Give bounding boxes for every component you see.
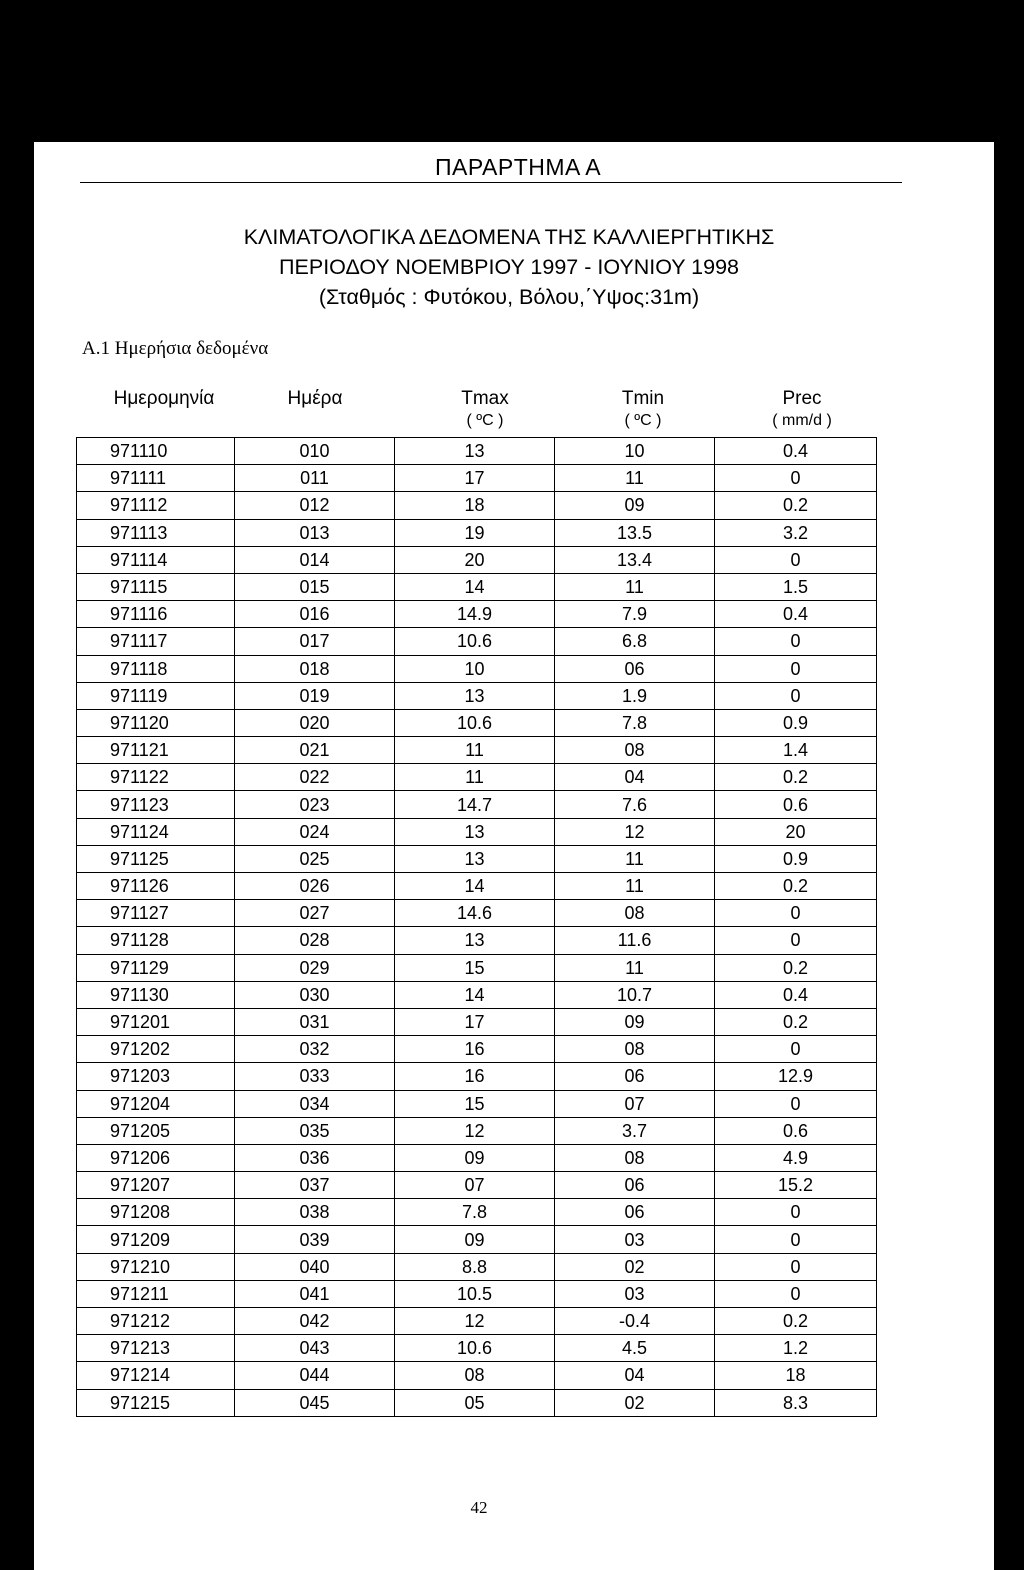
cell-day: 017 — [235, 628, 395, 655]
cell-date: 971212 — [77, 1308, 235, 1335]
scan-border-right — [994, 142, 1024, 1570]
cell-prec: 0 — [715, 1226, 877, 1253]
cell-tmin: 7.9 — [555, 601, 715, 628]
cell-tmin: 06 — [555, 1199, 715, 1226]
cell-prec: 20 — [715, 818, 877, 845]
cell-tmin: 3.7 — [555, 1117, 715, 1144]
cell-tmax: 12 — [395, 1117, 555, 1144]
cell-day: 026 — [235, 873, 395, 900]
cell-tmin: 10.7 — [555, 981, 715, 1008]
table-row — [77, 791, 877, 818]
cell-tmin: 09 — [555, 1008, 715, 1035]
cell-prec: 15.2 — [715, 1172, 877, 1199]
cell-prec: 1.2 — [715, 1335, 877, 1362]
cell-date: 971204 — [77, 1090, 235, 1117]
cell-prec: 0.4 — [715, 438, 877, 465]
cell-day: 027 — [235, 900, 395, 927]
cell-date: 971126 — [77, 873, 235, 900]
cell-tmax: 17 — [395, 1008, 555, 1035]
cell-tmin: 11.6 — [555, 927, 715, 954]
cell-tmax: 13 — [395, 438, 555, 465]
column-header-label: Ημέρα — [287, 388, 343, 409]
cell-tmax: 11 — [395, 764, 555, 791]
cell-day: 031 — [235, 1008, 395, 1035]
cell-tmin: 7.8 — [555, 709, 715, 736]
cell-prec: 1.4 — [715, 737, 877, 764]
cell-prec: 0.2 — [715, 873, 877, 900]
cell-tmin: 11 — [555, 845, 715, 872]
table-row — [77, 737, 877, 764]
cell-tmax: 14 — [395, 873, 555, 900]
cell-day: 016 — [235, 601, 395, 628]
table-row — [77, 601, 877, 628]
cell-date: 971215 — [77, 1389, 235, 1416]
cell-date: 971202 — [77, 1036, 235, 1063]
table-body — [77, 438, 877, 1417]
cell-tmax: 18 — [395, 492, 555, 519]
cell-tmax: 13 — [395, 682, 555, 709]
cell-date: 971110 — [77, 438, 235, 465]
cell-prec: 0.2 — [715, 492, 877, 519]
cell-date: 971214 — [77, 1362, 235, 1389]
cell-tmin: 11 — [555, 573, 715, 600]
cell-prec: 0.6 — [715, 1117, 877, 1144]
cell-prec: 0.4 — [715, 601, 877, 628]
cell-tmax: 19 — [395, 519, 555, 546]
cell-date: 971118 — [77, 655, 235, 682]
cell-day: 022 — [235, 764, 395, 791]
cell-tmax: 09 — [395, 1226, 555, 1253]
table-row — [77, 465, 877, 492]
table-row — [77, 981, 877, 1008]
cell-prec: 18 — [715, 1362, 877, 1389]
table-row — [77, 1226, 877, 1253]
cell-date: 971119 — [77, 682, 235, 709]
cell-date: 971205 — [77, 1117, 235, 1144]
cell-tmin: 07 — [555, 1090, 715, 1117]
column-header-prec — [737, 388, 867, 432]
cell-tmin: 06 — [555, 1063, 715, 1090]
cell-tmax: 10.6 — [395, 709, 555, 736]
cell-tmax: 8.8 — [395, 1253, 555, 1280]
cell-tmin: 7.6 — [555, 791, 715, 818]
column-header-tmax — [420, 388, 550, 432]
scan-border-top — [0, 0, 1024, 142]
column-header-date — [94, 388, 234, 410]
cell-prec: 0.9 — [715, 845, 877, 872]
cell-tmin: 1.9 — [555, 682, 715, 709]
table-row — [77, 1008, 877, 1035]
cell-tmin: 06 — [555, 655, 715, 682]
cell-tmax: 07 — [395, 1172, 555, 1199]
cell-tmax: 10 — [395, 655, 555, 682]
section-label: Α.1 Ημερήσια δεδομένα — [82, 338, 269, 359]
table-row — [77, 709, 877, 736]
cell-date: 971113 — [77, 519, 235, 546]
table-row — [77, 546, 877, 573]
page-number: 42 — [470, 1498, 488, 1517]
table-row — [77, 1389, 877, 1416]
table-row — [77, 927, 877, 954]
cell-tmin: 04 — [555, 1362, 715, 1389]
cell-date: 971112 — [77, 492, 235, 519]
scan-border-left — [0, 142, 34, 1570]
cell-prec: 0.2 — [715, 1308, 877, 1335]
table-row — [77, 1335, 877, 1362]
cell-tmin: 03 — [555, 1226, 715, 1253]
cell-date: 971208 — [77, 1199, 235, 1226]
cell-tmax: 16 — [395, 1036, 555, 1063]
cell-tmax: 14.6 — [395, 900, 555, 927]
cell-date: 971117 — [77, 628, 235, 655]
table-row — [77, 845, 877, 872]
cell-prec: 3.2 — [715, 519, 877, 546]
table-row — [77, 492, 877, 519]
column-header-tmin — [578, 388, 708, 432]
cell-tmin: 11 — [555, 465, 715, 492]
cell-date: 971128 — [77, 927, 235, 954]
cell-tmax: 10.6 — [395, 628, 555, 655]
cell-day: 023 — [235, 791, 395, 818]
cell-date: 971211 — [77, 1280, 235, 1307]
cell-tmax: 15 — [395, 954, 555, 981]
cell-day: 013 — [235, 519, 395, 546]
cell-tmin: 6.8 — [555, 628, 715, 655]
column-header-label: Tmax — [461, 388, 509, 409]
table-row — [77, 519, 877, 546]
cell-tmin: 04 — [555, 764, 715, 791]
cell-day: 034 — [235, 1090, 395, 1117]
cell-date: 971210 — [77, 1253, 235, 1280]
cell-tmax: 10.6 — [395, 1335, 555, 1362]
title-line-1: ΚΛΙΜΑΤΟΛΟΓΙΚΑ ΔΕΔΟΜΕΝΑ ΤΗΣ ΚΑΛΛΙΕΡΓΗΤΙΚΗΣ — [243, 225, 775, 249]
cell-date: 971213 — [77, 1335, 235, 1362]
cell-prec: 0 — [715, 1090, 877, 1117]
cell-tmin: 10 — [555, 438, 715, 465]
cell-day: 044 — [235, 1362, 395, 1389]
cell-prec: 0 — [715, 1253, 877, 1280]
cell-tmin: 06 — [555, 1172, 715, 1199]
cell-date: 971124 — [77, 818, 235, 845]
cell-prec: 0.9 — [715, 709, 877, 736]
cell-tmax: 15 — [395, 1090, 555, 1117]
cell-date: 971206 — [77, 1144, 235, 1171]
cell-day: 025 — [235, 845, 395, 872]
cell-prec: 4.9 — [715, 1144, 877, 1171]
cell-day: 011 — [235, 465, 395, 492]
title-line-3: (Σταθμός : Φυτόκου, Βόλου,΄Υψος:31m) — [318, 285, 700, 309]
table-row — [77, 1144, 877, 1171]
cell-prec: 8.3 — [715, 1389, 877, 1416]
cell-tmax: 7.8 — [395, 1199, 555, 1226]
cell-day: 029 — [235, 954, 395, 981]
cell-tmax: 14 — [395, 573, 555, 600]
cell-day: 039 — [235, 1226, 395, 1253]
document-title — [94, 222, 924, 312]
column-header-label: Prec — [782, 388, 822, 409]
cell-tmax: 13 — [395, 845, 555, 872]
cell-tmax: 17 — [395, 465, 555, 492]
cell-date: 971129 — [77, 954, 235, 981]
cell-day: 012 — [235, 492, 395, 519]
cell-prec: 0 — [715, 1280, 877, 1307]
cell-day: 032 — [235, 1036, 395, 1063]
table-row — [77, 873, 877, 900]
cell-day: 020 — [235, 709, 395, 736]
cell-tmax: 05 — [395, 1389, 555, 1416]
cell-tmin: 12 — [555, 818, 715, 845]
column-header-unit: ( ºC ) — [624, 412, 662, 429]
cell-day: 040 — [235, 1253, 395, 1280]
cell-tmin: 4.5 — [555, 1335, 715, 1362]
cell-date: 971120 — [77, 709, 235, 736]
cell-prec: 0 — [715, 465, 877, 492]
appendix-title: ΠΑΡΑΡΤΗΜΑ Α — [434, 154, 602, 180]
cell-tmax: 11 — [395, 737, 555, 764]
cell-prec: 0.2 — [715, 764, 877, 791]
cell-tmin: 13.5 — [555, 519, 715, 546]
table-row — [77, 1117, 877, 1144]
table-row — [77, 438, 877, 465]
cell-tmax: 13 — [395, 818, 555, 845]
cell-date: 971125 — [77, 845, 235, 872]
cell-tmin: 08 — [555, 1036, 715, 1063]
cell-date: 971122 — [77, 764, 235, 791]
table-row — [77, 655, 877, 682]
column-header-unit: ( ºC ) — [466, 412, 504, 429]
cell-prec: 12.9 — [715, 1063, 877, 1090]
table-row — [77, 900, 877, 927]
cell-date: 971114 — [77, 546, 235, 573]
cell-prec: 0.6 — [715, 791, 877, 818]
cell-tmax: 09 — [395, 1144, 555, 1171]
table-row — [77, 1253, 877, 1280]
cell-prec: 0 — [715, 682, 877, 709]
table-row — [77, 954, 877, 981]
cell-tmax: 20 — [395, 546, 555, 573]
cell-day: 015 — [235, 573, 395, 600]
table-row — [77, 628, 877, 655]
table-row — [77, 573, 877, 600]
cell-day: 014 — [235, 546, 395, 573]
table-row — [77, 1280, 877, 1307]
cell-prec: 0.2 — [715, 954, 877, 981]
column-header-label: Tmin — [621, 388, 665, 409]
cell-prec: 0 — [715, 546, 877, 573]
cell-tmin: 08 — [555, 737, 715, 764]
cell-prec: 0 — [715, 900, 877, 927]
cell-date: 971130 — [77, 981, 235, 1008]
table-row — [77, 1090, 877, 1117]
cell-day: 010 — [235, 438, 395, 465]
cell-tmax: 08 — [395, 1362, 555, 1389]
cell-day: 038 — [235, 1199, 395, 1226]
cell-tmin: 08 — [555, 900, 715, 927]
cell-tmin: -0.4 — [555, 1308, 715, 1335]
cell-prec: 0 — [715, 628, 877, 655]
document-page — [34, 142, 994, 1570]
cell-tmin: 02 — [555, 1253, 715, 1280]
cell-day: 041 — [235, 1280, 395, 1307]
cell-day: 037 — [235, 1172, 395, 1199]
cell-tmin: 13.4 — [555, 546, 715, 573]
cell-prec: 0 — [715, 1199, 877, 1226]
cell-tmin: 02 — [555, 1389, 715, 1416]
column-header-day — [250, 388, 380, 410]
table-row — [77, 1199, 877, 1226]
cell-date: 971201 — [77, 1008, 235, 1035]
cell-day: 042 — [235, 1308, 395, 1335]
table-row — [77, 818, 877, 845]
cell-date: 971123 — [77, 791, 235, 818]
cell-day: 035 — [235, 1117, 395, 1144]
title-rule — [80, 182, 902, 183]
table-row — [77, 1172, 877, 1199]
cell-tmax: 14 — [395, 981, 555, 1008]
cell-day: 045 — [235, 1389, 395, 1416]
cell-date: 971111 — [77, 465, 235, 492]
cell-day: 018 — [235, 655, 395, 682]
cell-tmin: 11 — [555, 954, 715, 981]
cell-date: 971116 — [77, 601, 235, 628]
cell-tmax: 12 — [395, 1308, 555, 1335]
cell-day: 043 — [235, 1335, 395, 1362]
table-row — [77, 1063, 877, 1090]
cell-date: 971207 — [77, 1172, 235, 1199]
cell-date: 971115 — [77, 573, 235, 600]
cell-tmax: 10.5 — [395, 1280, 555, 1307]
daily-data-table — [76, 437, 877, 1417]
cell-tmin: 08 — [555, 1144, 715, 1171]
cell-day: 028 — [235, 927, 395, 954]
cell-tmax: 14.9 — [395, 601, 555, 628]
table-row — [77, 1308, 877, 1335]
column-header-label: Ημερομηνία — [113, 388, 215, 409]
cell-day: 021 — [235, 737, 395, 764]
cell-day: 030 — [235, 981, 395, 1008]
cell-day: 036 — [235, 1144, 395, 1171]
column-header-unit: ( mm/d ) — [772, 412, 832, 429]
cell-tmax: 13 — [395, 927, 555, 954]
table-row — [77, 764, 877, 791]
table-row — [77, 1036, 877, 1063]
cell-day: 033 — [235, 1063, 395, 1090]
cell-tmin: 11 — [555, 873, 715, 900]
cell-prec: 0 — [715, 1036, 877, 1063]
title-line-2: ΠΕΡΙΟΔΟΥ ΝΟΕΜΒΡΙΟΥ 1997 - ΙΟΥΝΙΟΥ 1998 — [279, 255, 739, 279]
cell-day: 024 — [235, 818, 395, 845]
cell-date: 971209 — [77, 1226, 235, 1253]
cell-prec: 0.2 — [715, 1008, 877, 1035]
cell-tmin: 09 — [555, 492, 715, 519]
cell-prec: 0 — [715, 655, 877, 682]
cell-prec: 1.5 — [715, 573, 877, 600]
cell-date: 971203 — [77, 1063, 235, 1090]
table-row — [77, 1362, 877, 1389]
cell-date: 971127 — [77, 900, 235, 927]
cell-prec: 0 — [715, 927, 877, 954]
cell-prec: 0.4 — [715, 981, 877, 1008]
cell-date: 971121 — [77, 737, 235, 764]
cell-tmax: 16 — [395, 1063, 555, 1090]
table-row — [77, 682, 877, 709]
cell-tmax: 14.7 — [395, 791, 555, 818]
cell-tmin: 03 — [555, 1280, 715, 1307]
cell-day: 019 — [235, 682, 395, 709]
